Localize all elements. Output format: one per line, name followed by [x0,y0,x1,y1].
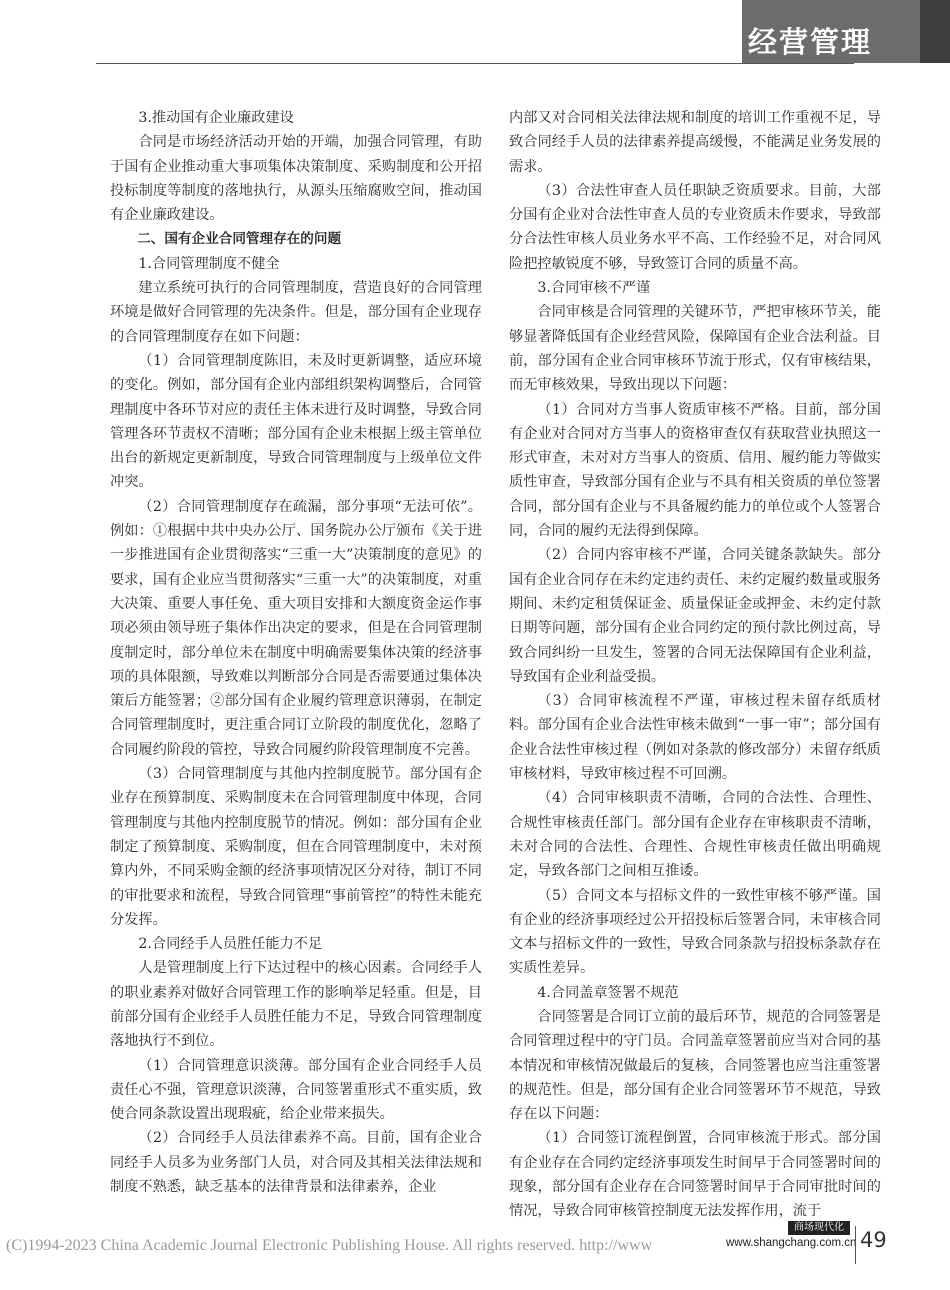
paragraph: 1.合同管理制度不健全 [138,255,280,272]
paragraph: 内部又对合同相关法律法规和制度的培训工作重视不足，导致合同经手人员的法律素养提高缓慢，不能满足业务发展的需求。 [509,110,881,175]
journal-logo-site: www.shangchang.com.cn [726,1237,857,1249]
footer-copyright: (C)1994-2023 China Academic Journal Electronic Publishing House. All rights reserved. http://www [6,1237,653,1254]
paragraph: （2）合同经手人员法律素养不高。目前，国有企业合同经手人员多为业务部门人员，对合同及其相关法律法规和制度不熟悉，缺乏基本的法律背景和法律素养，企业 [110,1130,482,1196]
paragraph: （3）合同管理制度与其他内控制度脱节。部分国有企业存在预算制度、采购制度未在合同管理制度中体现，合同管理制度与其他内控制度脱节的情况。例如：部分国有企业制定了预算制度、采购制度，但在合同管理制度中，未对预算内外，不同采购金额的经济事项情况区分对待，制订不同的审批要求和流程，导致合同管理“事前管控”的特性未能充分发挥。 [110,766,482,928]
paragraph: （1）合同对方当事人资质审核不严格。目前，部分国有企业对合同对方当事人的资格审查仅有获取营业执照这一形式审查，未对对方当事人的资质、信用、履约能力等做实质性审查，导致部分国有企业与不具有相关资质的单位签署合同，部分国有企业与不具备履约能力的单位或个人签署合同，合同的履约无法得到保障。 [509,401,881,540]
journal-logo [726,1221,857,1255]
page-number: 49 [860,1228,887,1252]
paragraph: （2）合同内容审核不严谨，合同关键条款缺失。部分国有企业合同存在未约定违约责任、未约定履约数量或服务期间、未约定租赁保证金、质量保证金或押金、未约定付款日期等问题，部分国有企业合同约定的预付款比例过高，导致合同纠纷一旦发生，签署的合同无法保障国有企业利益，导致国有企业利益受损。 [509,547,881,685]
paragraph: （3）合同审核流程不严谨，审核过程未留存纸质材料。部分国有企业合法性审核未做到“一事一审”；部分国有企业合法性审核过程（例如对条款的修改部分）未留存纸质审核材料，导致审核过程不可回溯。 [509,693,881,783]
journal-logo-brand: 商场现代化 [788,1221,850,1235]
paragraph: 合同是市场经济活动开始的开端，加强合同管理，有助于国有企业推动重大事项集体决策制度、采购制度和公开招投标制度等制度的落地执行，从源头压缩腐败空间，推动国有企业廉政建设。 [110,134,482,224]
section-heading: 二、国有企业合同管理存在的问题 [137,231,342,248]
right-column [509,106,881,1224]
paragraph: （5）合同文本与招标文件的一致性审核不够严谨。国有企业的经济事项经过公开招投标后签署合同，未审核合同文本与招标文件的一致性，导致合同条款与招投标条款存在实质性差异。 [509,887,881,977]
paragraph: 3.合同审核不严谨 [537,280,651,297]
left-column [110,106,482,1199]
paragraph: 2.合同经手人员胜任能力不足 [138,936,323,953]
header-band-strip [920,0,950,63]
footer-divider [855,1226,856,1264]
paragraph: （1）合同签订流程倒置，合同审核流于形式。部分国有企业存在合同约定经济事项发生时间早于合同签署时间的现象，部分国有企业存在合同签署时间早于合同审批时间的情况，导致合同审核管控制度无法发挥作用，流于 [509,1130,881,1220]
paragraph: 4.合同盖章签署不规范 [537,984,679,1001]
paragraph: （4）合同审核职责不清晰，合同的合法性、合理性、合规性审核责任部门。部分国有企业存在审核职责不清晰，未对合同的合法性、合理性、合规性审核责任做出明确规定，导致各部门之间相互推诿。 [509,790,881,880]
paragraph: （3）合法性审查人员任职缺乏资质要求。目前，大部分国有企业对合法性审查人员的专业资质未作要求，导致部分合法性审核人员业务水平不高、工作经验不足，对合同风险把控敏锐度不够，导致签订合同的质量不高。 [509,182,881,272]
paragraph: （1）合同管理制度陈旧，未及时更新调整，适应环境的变化。例如，部分国有企业内部组织架构调整后，合同管理制度中各环节对应的责任主体未进行及时调整，导致合同管理各环节责权不清晰；部分国有企业未根据上级主管单位出台的新规定更新制度，导致合同管理制度与上级单位文件冲突。 [110,352,482,491]
paragraph: （2）合同管理制度存在疏漏，部分事项“无法可依”。例如：①根据中共中央办公厅、国务院办公厅颁布《关于进一步推进国有企业贯彻落实“三重一大”决策制度的意见》的要求，国有企业应当贯彻落实“三重一大”的决策制度，对重大决策、重要人事任免、重大项目安排和大额度资金运作事项必须由领导班子集体作出决定的要求，但是在合同管理制度制定时，部分单位未在制度中明确需要集体决策的经济事项的具体限额，导致难以判断部分合同是否需要通过集体决策后方能签署；②部分国有企业履约管理意识薄弱，在制定合同管理制度时，更注重合同订立阶段的制度优化，忽略了合同履约阶段的管控，导致合同履约阶段管理制度不完善。 [110,498,482,758]
paragraph: （1）合同管理意识淡薄。部分国有企业合同经手人员责任心不强，管理意识淡薄，合同签署重形式不重实质，致使合同条款设置出现瑕疵，给企业带来损失。 [110,1057,482,1123]
section-title: 经营管理 [748,25,873,59]
paragraph: 合同签署是合同订立前的最后环节，规范的合同签署是合同管理过程中的守门员。合同盖章签署前应当对合同的基本情况和审核情况做最后的复核，合同签署也应当注重签署的规范性。但是，部分国有企业合同签署环节不规范，导致存在以下问题： [509,1008,881,1123]
paragraph: 3.推动国有企业廉政建设 [138,110,294,126]
paragraph: 人是管理制度上行下达过程中的核心因素。合同经手人的职业素养对做好合同管理工作的影响举足轻重。但是，目前部分国有企业经手人员胜任能力不足，导致合同管理制度落地执行不到位。 [110,960,482,1050]
paragraph: 建立系统可执行的合同管理制度，营造良好的合同管理环境是做好合同管理的先决条件。但是，部分国有企业现存的合同管理制度存在如下问题： [110,280,482,345]
paragraph: 合同审核是合同管理的关键环节，严把审核环节关，能够显著降低国有企业经营风险，保障国有企业合法利益。目前，部分国有企业合同审核环节流于形式，仅有审核结果，而无审核效果，导致出现以下问题： [509,304,881,394]
header-rule [96,63,854,64]
